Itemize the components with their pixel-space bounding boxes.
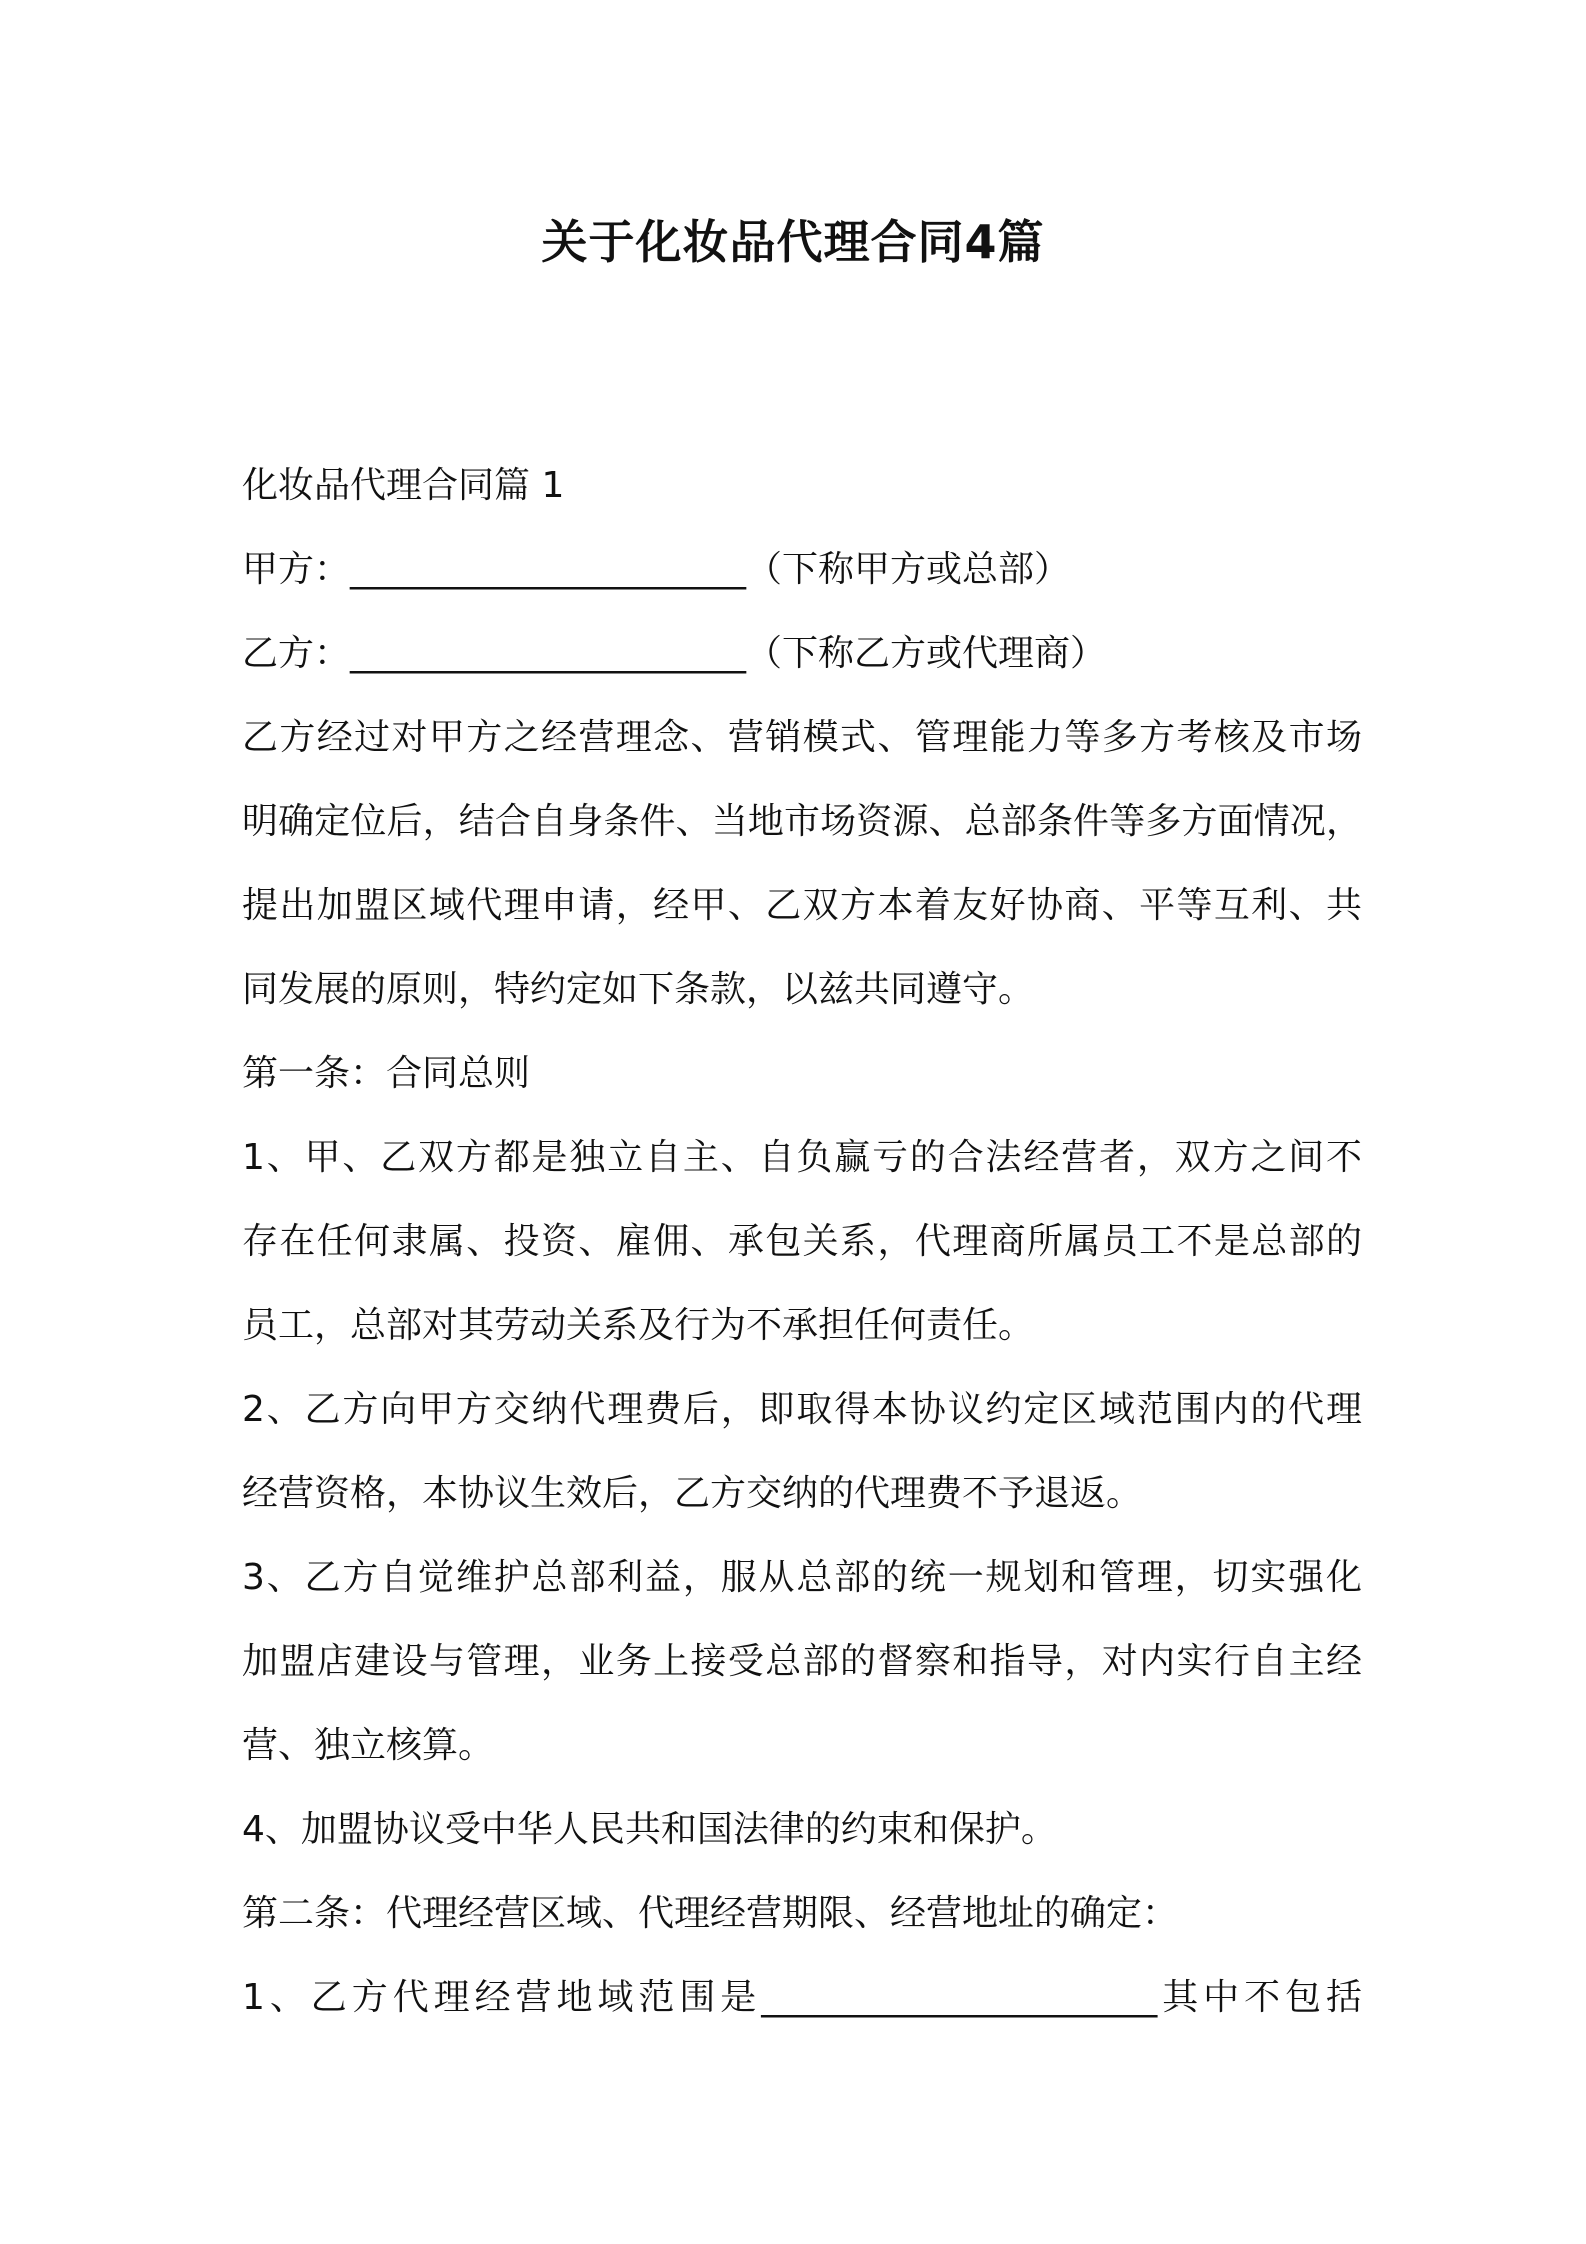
document-line: 明确定位后，结合自身条件、当地市场资源、总部条件等多方面情况， (242, 801, 1362, 842)
document-line: 加盟店建设与管理，业务上接受总部的督察和指导，对内实行自主经 (242, 1641, 1362, 1682)
document-line: 化妆品代理合同篇 1 (242, 465, 565, 506)
document-line: 2、乙方向甲方交纳代理费后，即取得本协议约定区域范围内的代理 (242, 1389, 1362, 1430)
document-line: 3、乙方自觉维护总部利益，服从总部的统一规划和管理，切实强化 (242, 1557, 1362, 1598)
document-line: 乙方：______________________（下称乙方或代理商） (242, 633, 1107, 674)
document-line: 同发展的原则，特约定如下条款，以兹共同遵守。 (242, 969, 1035, 1010)
document-line: 提出加盟区域代理申请，经甲、乙双方本着友好协商、平等互利、共 (242, 885, 1362, 926)
document-body (242, 444, 1362, 2040)
document-title: 关于化妆品代理合同4篇 (541, 215, 1045, 269)
document-line: 第二条：代理经营区域、代理经营期限、经营地址的确定： (242, 1893, 1179, 1934)
document-line: 4、加盟协议受中华人民共和国法律的约束和保护。 (242, 1809, 1057, 1850)
document-line: 甲方：______________________（下称甲方或总部） (242, 549, 1071, 590)
document-line: 营、独立核算。 (242, 1725, 495, 1766)
document-line: 1、甲、乙双方都是独立自主、自负赢亏的合法经营者，双方之间不 (242, 1137, 1362, 1178)
document-line: 员工，总部对其劳动关系及行为不承担任何责任。 (242, 1305, 1035, 1346)
document-line: 经营资格，本协议生效后，乙方交纳的代理费不予退返。 (242, 1473, 1143, 1514)
document-line: 第一条：合同总则 (242, 1053, 531, 1094)
document-line: 乙方经过对甲方之经营理念、营销模式、管理能力等多方考核及市场 (242, 717, 1362, 758)
document-line: 1、乙方代理经营地域范围是______________________其中不包括 (242, 1977, 1362, 2018)
document-line: 存在任何隶属、投资、雇佣、承包关系，代理商所属员工不是总部的 (242, 1221, 1362, 1262)
